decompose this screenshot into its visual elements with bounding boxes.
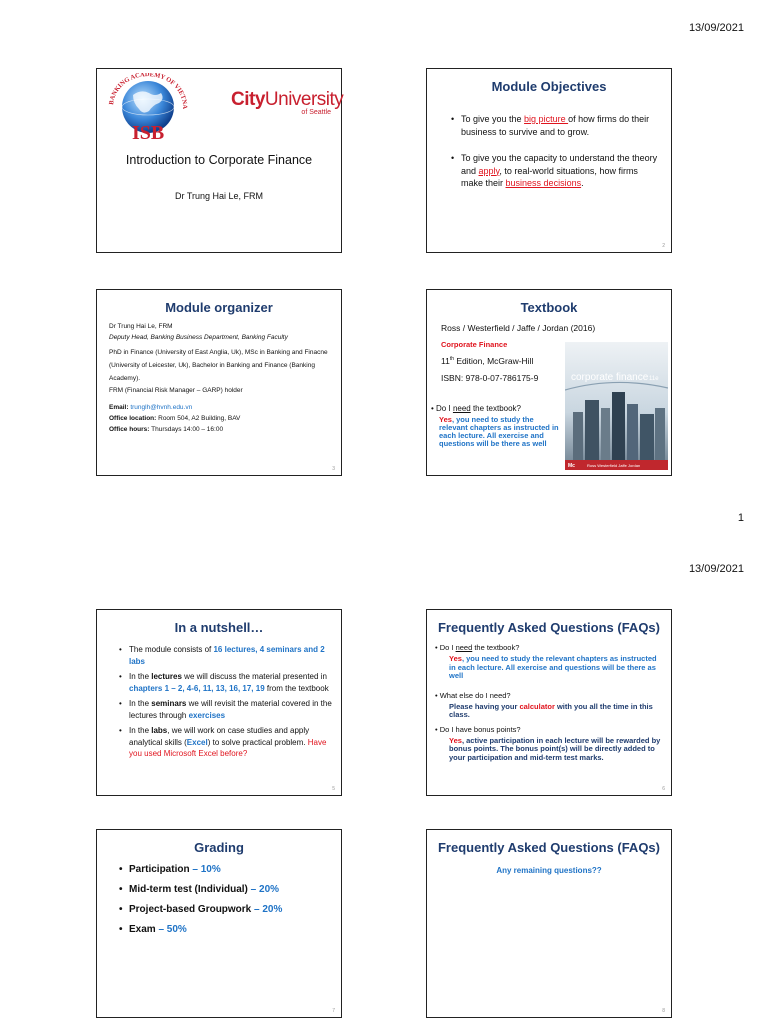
slide-number: 6: [662, 786, 665, 792]
slide-number: 2: [662, 243, 665, 249]
slide-module-organizer: [96, 289, 342, 476]
faq-answer-1: Yes, you need to study the relevant chapters as instructed in each lecture. All exercise and questions will be there as well: [449, 654, 657, 680]
slide-heading: Grading: [194, 840, 244, 855]
organizer-hours: Office hours: Thursdays 14:00 – 16:00: [109, 426, 224, 433]
faq-question-1: • Do I need the textbook?: [435, 643, 520, 652]
remaining-questions: Any remaining questions??: [496, 866, 602, 875]
slide-heading: In a nutshell…: [174, 620, 264, 635]
slide-in-a-nutshell: [96, 609, 342, 796]
slide-grading: [96, 829, 342, 1018]
nutshell-item-4: • In the labs, we will work on case studies and apply analytical skills (Excel) to solve practical problem. Have you used Microsoft Excel before?: [129, 725, 335, 760]
slide-number: 8: [662, 1008, 665, 1014]
slide-heading: Module organizer: [165, 300, 273, 315]
organizer-education: PhD in Finance (University of East Anglia, Uk), MSc in Banking and Finacne (University of Leicester, Uk), Bachelor in Banking and Finance (Banking Academy).: [109, 349, 328, 382]
presentation-title: Introduction to Corporate Finance: [125, 153, 313, 167]
presenter-name: Dr Trung Hai Le, FRM: [174, 191, 264, 201]
faq-answer-2: Please having your calculator with you all the time in this class.: [449, 701, 653, 719]
book-cover-image: [565, 342, 668, 470]
textbook-isbn: ISBN: 978-0-07-786175-9: [441, 373, 539, 383]
book-cover-art: [565, 342, 668, 470]
cover-title: corporate finance: [571, 372, 649, 383]
cover-authors: Ross Westerfield Jaffe Jordan: [587, 463, 641, 468]
cityu-logo-sub: of Seattle: [301, 109, 331, 116]
textbook-question: • Do I need the textbook?: [431, 404, 521, 413]
textbook-answer: Yes, you need to study the relevant chapters as instructed in each lecture. All exercise and questions will be there as well: [439, 415, 559, 448]
objective-1: • To give you the big picture of how firms do their business to survive and to grow.: [461, 113, 661, 138]
grading-item-participation: • Participation – 10%: [129, 864, 335, 875]
organizer-email: Email: trunglh@hvnh.edu.vn: [109, 404, 193, 411]
isb-logo-text: ISB: [132, 122, 165, 143]
textbook-edition: 11th Edition, McGraw-Hill: [441, 356, 534, 366]
isb-globe-logo: [103, 73, 193, 143]
slide-faqs: [426, 609, 672, 796]
isb-logo: [103, 73, 193, 143]
grading-item-exam: • Exam – 50%: [129, 924, 335, 935]
slide-number: 7: [332, 1008, 335, 1014]
slide-heading: Textbook: [520, 300, 578, 315]
textbook-name: Corporate Finance: [441, 340, 508, 349]
slide-module-objectives: [426, 68, 672, 253]
nutshell-item-3: • In the seminars we will revisit the material covered in the lectures through exercises: [129, 698, 335, 721]
page1-number: 1: [737, 512, 744, 524]
faq-question-3: • Do I have bonus points?: [435, 724, 521, 734]
slide-title: [96, 68, 342, 253]
cityu-logo: [231, 89, 344, 129]
slide-heading: Frequently Asked Questions (FAQs): [437, 840, 660, 855]
slide-heading: Frequently Asked Questions (FAQs): [437, 620, 660, 635]
faq-question-2: • What else do I need?: [435, 690, 511, 700]
cityu-logo-university: University: [264, 89, 344, 110]
cover-publisher: Mc: [568, 463, 575, 469]
organizer-frm: FRM (Financial Risk Manager – GARP) holder: [109, 387, 243, 394]
nutshell-item-2: • In the lectures we will discuss the material presented in chapters 1 – 2, 4-6, 11, 13, 16, 17, 19 from the textbook: [129, 671, 335, 694]
cityu-logo-city: City: [231, 89, 265, 110]
slide-number: 5: [332, 786, 335, 792]
slide-number: 3: [332, 466, 335, 472]
textbook-authors: Ross / Westerfield / Jaffe / Jordan (2016): [441, 323, 596, 333]
objective-2: • To give you the capacity to understand the theory and apply, to real-world situations, how firms make their business decisions.: [461, 152, 661, 190]
slide-textbook: [426, 289, 672, 476]
page1-date: 13/09/2021: [688, 22, 744, 34]
cover-edition: 11e: [649, 376, 659, 382]
organizer-office: Office location: Room 504, A2 Building, BAV: [109, 415, 241, 422]
grading-item-midterm: • Mid-term test (Individual) – 20%: [129, 884, 335, 895]
slide-faqs-closing: [426, 829, 672, 1018]
organizer-role: Deputy Head, Banking Business Department, Banking Faculty: [109, 334, 288, 341]
isb-arc-text: BANKING ACADEMY OF VIETNA: [108, 73, 189, 110]
slide-heading: Module Objectives: [491, 79, 607, 94]
organizer-name: Dr Trung Hai Le, FRM: [109, 323, 173, 330]
nutshell-item-1: • The module consists of 16 lectures, 4 seminars and 2 labs: [129, 644, 335, 667]
page2-date: 13/09/2021: [688, 563, 744, 575]
grading-item-groupwork: • Project-based Groupwork – 20%: [129, 904, 335, 915]
faq-answer-3: Yes, active participation in each lecture will be rewarded by bonus points. The bonus point(s) will be directly added to your participation and mid-term test marks.: [449, 735, 661, 762]
